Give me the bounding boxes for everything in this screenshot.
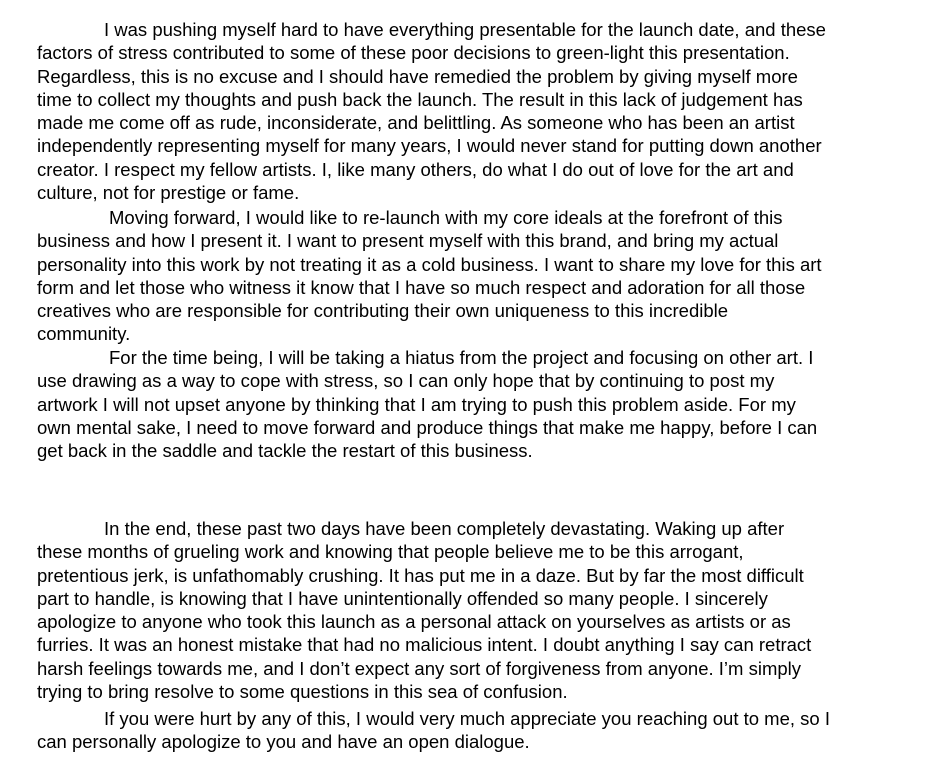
text-line: use drawing as a way to cope with stress, so I can only hope that by continuing to post my: [37, 370, 775, 392]
paragraph-in-the-end: [37, 517, 811, 703]
text-line: part to handle, is knowing that I have unintentionally offended so many people. I sincerely: [37, 587, 768, 609]
text-line: In the end, these past two days have been completely devastating. Waking up after: [104, 518, 785, 539]
text-line: harsh feelings towards me, and I don’t expect any sort of forgiveness from anyone. I’m simply: [37, 657, 802, 679]
text-line: form and let those who witness it know that I have so much respect and adoration for all those: [37, 276, 806, 298]
text-line: independently representing myself for many years, I would never stand for putting down another: [37, 135, 822, 157]
text-line: can personally apologize to you and have an open dialogue.: [37, 731, 530, 753]
paragraph-reach-out: [37, 707, 830, 754]
text-line: own mental sake, I need to move forward and produce things that make me happy, before I can: [37, 416, 818, 438]
paragraph-launch-stress: [37, 18, 826, 204]
text-line: furries. It was an honest mistake that had no malicious intent. I doubt anything I say can retract: [37, 634, 812, 656]
text-line: factors of stress contributed to some of these poor decisions to green-light this presentation.: [37, 42, 790, 64]
text-line: Regardless, this is no excuse and I should have remedied the problem by giving myself more: [37, 65, 798, 87]
text-line: pretentious jerk, is unfathomably crushing. It has put me in a daze. But by far the most difficult: [37, 564, 804, 586]
text-line: apologize to anyone who took this launch as a personal attack on yourselves as artists or as: [37, 611, 791, 633]
text-line: business and how I present it. I want to present myself with this brand, and bring my actual: [37, 230, 779, 252]
text-line: personality into this work by not treating it as a cold business. I want to share my love for this art: [37, 253, 822, 275]
text-line: time to collect my thoughts and push back the launch. The result in this lack of judgement has: [37, 88, 803, 110]
text-line: artwork I will not upset anyone by thinking that I am trying to push this problem aside. For my: [37, 393, 796, 415]
text-line: If you were hurt by any of this, I would very much appreciate you reaching out to me, so I: [104, 708, 830, 729]
text-line: community.: [37, 323, 131, 345]
text-line: these months of grueling work and knowing that people believe me to be this arrogant,: [37, 541, 744, 563]
text-line: made me come off as rude, inconsiderate, and belittling. As someone who has been an artist: [37, 112, 795, 134]
text-line: For the time being, I will be taking a hiatus from the project and focusing on other art. I: [109, 347, 814, 368]
text-line: trying to bring resolve to some questions in this sea of confusion.: [37, 681, 568, 703]
paragraph-moving-forward: [37, 206, 822, 346]
paragraph-hiatus: [37, 346, 817, 462]
text-line: culture, not for prestige or fame.: [37, 182, 300, 204]
text-line: Moving forward, I would like to re-launch with my core ideals at the forefront of this: [109, 207, 783, 228]
text-line: creatives who are responsible for contributing their own uniqueness to this incredible: [37, 300, 729, 322]
text-line: I was pushing myself hard to have everything presentable for the launch date, and these: [104, 19, 826, 40]
text-line: creator. I respect my fellow artists. I, like many others, do what I do out of love for the art and: [37, 158, 794, 180]
text-line: get back in the saddle and tackle the restart of this business.: [37, 440, 533, 462]
